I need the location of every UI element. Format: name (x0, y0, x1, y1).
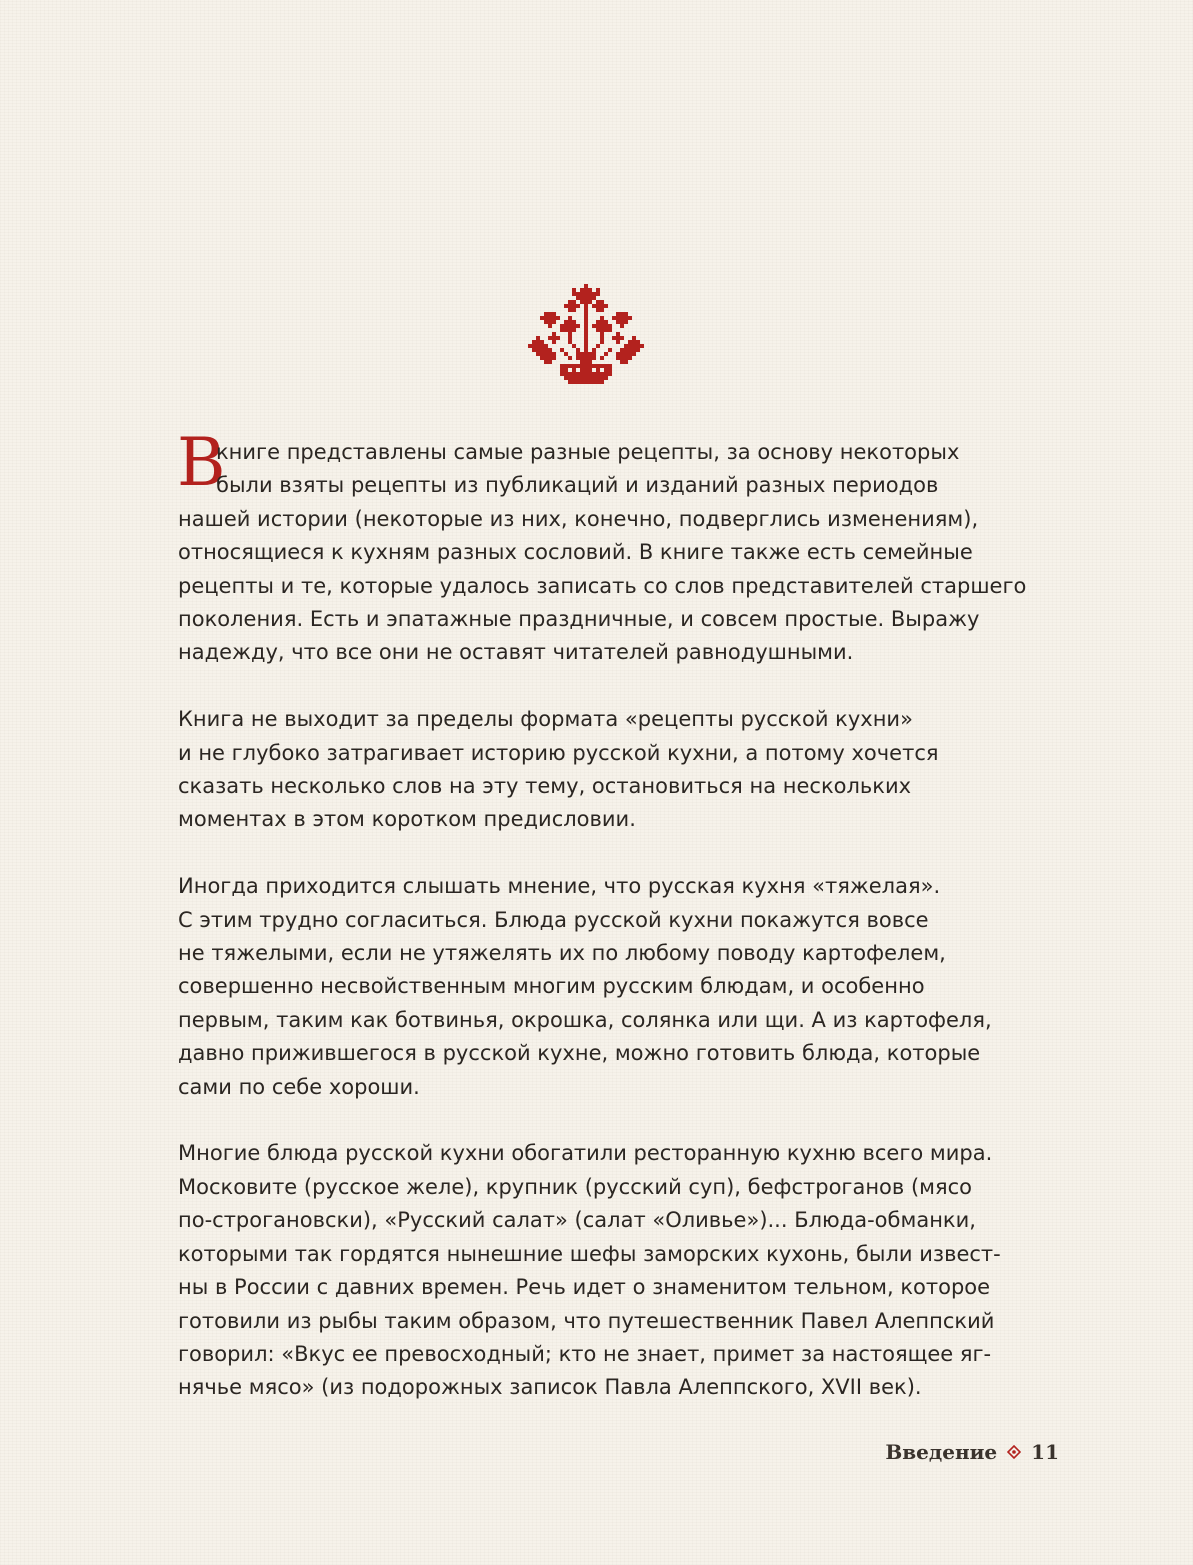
text-line: сказать несколько слов на эту тему, остановиться на нескольких (178, 774, 912, 799)
text-line: которыми так гордятся нынешние шефы заморских кухонь, были извест- (178, 1241, 1001, 1266)
paragraph-3 (178, 870, 1018, 1104)
drop-cap: В (177, 424, 226, 501)
page-footer (885, 1440, 1059, 1464)
text-line: не тяжелыми, если не утяжелять их по любому поводу картофелем, (178, 941, 946, 966)
text-line: были взяты рецепты из публикаций и изданий разных периодов (216, 473, 939, 498)
text-line: моментах в этом коротком предисловии. (178, 807, 636, 832)
text-line: относящиеся к кухням разных сословий. В книге также есть семейные (178, 540, 973, 565)
text-line: готовили из рыбы таким образом, что путешественник Павел Алеппский (178, 1308, 995, 1333)
text-line: говорил: «Вкус ее превосходный; кто не знает, примет за настоящее яг- (178, 1341, 992, 1366)
text-line: Московите (русское желе), крупник (русский суп), бефстроганов (мясо (178, 1174, 973, 1199)
cross-stitch-flower-pot-icon (528, 284, 644, 388)
text-line: Книга не выходит за пределы формата «рецепты русской кухни» (178, 707, 913, 732)
text-line: сами по себе хороши. (178, 1074, 420, 1099)
ornament-diamond-icon (1007, 1445, 1021, 1459)
text-line: давно прижившегося в русской кухне, можно готовить блюда, которые (178, 1041, 981, 1066)
text-line: С этим трудно согласиться. Блюда русской кухни покажутся вовсе (178, 907, 929, 932)
text-line: совершенно несвойственным многим русским блюдам, и особенно (178, 974, 925, 999)
page-number: 11 (1031, 1440, 1059, 1464)
text-line: рецепты и те, которые удалось записать со слов представителей старшего (178, 573, 1027, 598)
paragraph-1 (178, 436, 1027, 670)
text-line: нашей истории (некоторые из них, конечно, подверглись изменениям), (178, 506, 979, 531)
section-title: Введение (885, 1440, 998, 1464)
text-line: надежду, что все они не оставят читателей равнодушными. (178, 640, 854, 665)
text-line: Многие блюда русской кухни обогатили ресторанную кухню всего мира. (178, 1141, 993, 1166)
text-line: и не глубоко затрагивает историю русской кухни, а потому хочется (178, 740, 939, 765)
body-text (178, 436, 1027, 1405)
text-line: нячье мясо» (из подорожных записок Павла Алеппского, XVII век). (178, 1375, 922, 1400)
text-line: книге представлены самые разные рецепты, за основу некоторых (216, 440, 960, 464)
text-line: по-строгановски), «Русский салат» (салат «Оливье»)... Блюда-обманки, (178, 1208, 976, 1233)
text-line: поколения. Есть и эпатажные праздничные, и совсем простые. Выражу (178, 607, 980, 632)
paragraph-2 (178, 703, 1018, 837)
text-line: Иногда приходится слышать мнение, что русская кухня «тяжелая». (178, 874, 941, 899)
paragraph-4 (178, 1137, 1018, 1404)
text-line: ны в России с давних времен. Речь идет о знаменитом тельном, которое (178, 1275, 991, 1300)
text-line: первым, таким как ботвинья, окрошка, солянка или щи. А из картофеля, (178, 1007, 992, 1032)
